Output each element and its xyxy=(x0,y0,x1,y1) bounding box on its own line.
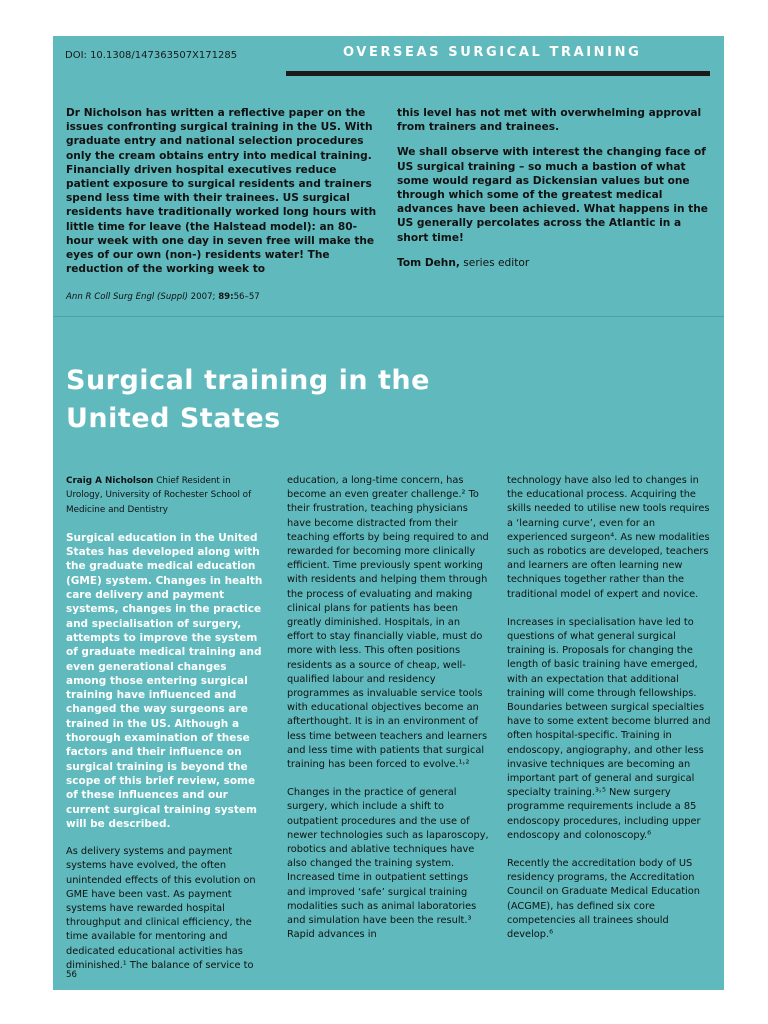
article-paragraph: technology have also led to changes in the educational process. Acquiring the skills needed to utilise new tools requires a ‘learning curve’, even for an experienced surgeon⁴. As new modalities such as robotics are developed, teachers and learners are often learning new techniques together rather than the traditional model of expert and novice. xyxy=(507,475,710,600)
citation-journal: Ann R Coll Surg Engl (Suppl) xyxy=(66,292,188,302)
section-title: OVERSEAS SURGICAL TRAINING xyxy=(343,45,642,60)
section-divider xyxy=(53,316,724,317)
author-affiliation: Chief Resident in Urology, University of Rochester School of Medicine and Dentistry xyxy=(66,476,252,515)
author-byline xyxy=(66,474,270,517)
citation-volume: 89: xyxy=(218,292,234,302)
page-number: 56 xyxy=(66,970,77,980)
article-paragraph: education, a long-time concern, has become an even greater challenge.² To their frustration, teaching physicians have become distracted from their teaching efforts by being required to and rewarded for becoming more clinically efficient. Time previously spent working with residents and helping them through the process of evaluating and making clinical plans for patients has been greatly diminished. Hospitals, in an effort to stay financially viable, must do more with less. This often positions residents as a source of cheap, well-qualified labour and residency programmes as invaluable service tools with educational objectives become an afterthought. It is in an environment of less time between teachers and learners and less time with patients that surgical training has been forced to evolve.¹˒² xyxy=(287,475,489,771)
editorial-paragraph: We shall observe with interest the changing face of US surgical training – so much a bastion of what some would regard as Dickensian values but one through which some of the greatest medical advances have been achieved. What happens in the US generally percolates across the Atlantic in a short time! xyxy=(397,146,708,244)
article-column-1 xyxy=(66,474,270,987)
article-paragraph: Increases in specialisation have led to questions of what general surgical training is. Proposals for changing the length of basic training have emerged, with an expectation that additional training will come through fellowships. Boundaries between surgical specialties have to some extent become blurred and often hospital-specific. Training in endoscopy, angiography, and other less invasive techniques are becoming an important part of general and surgical specialty training.³˒⁵ New surgery programme requirements include a 85 endoscopy procedures, including upper endoscopy and colonoscopy.⁶ xyxy=(507,616,711,841)
article-title-line: Surgical training in the xyxy=(66,365,430,396)
article-column-3 xyxy=(507,474,711,956)
article-paragraph: As delivery systems and payment systems have evolved, the often unintended effects of this evolution on GME have been vast. As payment systems have rewarded hospital throughput and clinical efficiency, the time available for mentoring and dedicated educational activities has diminished.¹ The balance of service to xyxy=(66,846,256,971)
article-column-2 xyxy=(287,474,489,957)
citation xyxy=(66,292,260,302)
editorial-signature xyxy=(397,256,712,270)
citation-year: 2007; xyxy=(187,292,219,302)
signature-name: Tom Dehn, xyxy=(397,256,460,269)
author-name: Craig A Nicholson xyxy=(66,476,154,486)
citation-pages: 56–57 xyxy=(233,292,260,302)
article-title xyxy=(66,362,430,438)
editorial-left-column xyxy=(66,106,381,287)
article-title-line: United States xyxy=(66,403,281,434)
editorial-paragraph: Dr Nicholson has written a reflective paper on the issues confronting surgical training in the US. With graduate entry and national selection procedures only the cream obtains entry into medical training. Financially driven hospital executives reduce patient exposure to surgical residents and trainers spend less time with their trainees. US surgical residents have traditionally worked long hours with little time for leave (the Halstead model): an 80-hour week with one day in seven free will make the eyes of our own (non-) residents water! The reduction of the working week to xyxy=(66,107,377,276)
header-rule xyxy=(286,71,710,76)
editorial-paragraph: this level has not met with overwhelming approval from trainers and trainees. xyxy=(397,107,702,134)
article-lead: Surgical education in the United States has developed along with the graduate medical education (GME) system. Changes in health care delivery and payment systems, changes in the practice and specialisation of surgery, attempts to improve the system of graduate medical training and even generational changes among those entering surgical training have influenced and changed the way surgeons are trained in the US. Although a thorough examination of these factors and their influence on surgical training is beyond the scope of this brief review, some of these influences and our current surgical training system will be described. xyxy=(66,531,263,830)
signature-role: series editor xyxy=(459,256,530,269)
editorial-right-column xyxy=(397,106,712,281)
article-paragraph: Recently the accreditation body of US residency programs, the Accreditation Council on Graduate Medical Education (ACGME), has defined six core competencies all trainees should develop.⁶ xyxy=(507,858,700,941)
doi: DOI: 10.1308/147363507X171285 xyxy=(65,50,238,61)
journal-page xyxy=(53,36,724,990)
article-paragraph: Changes in the practice of general surgery, which include a shift to outpatient procedures and the use of newer technologies such as laparoscopy, robotics and ablative techniques have also changed the training system. Increased time in outpatient settings and improved ‘safe’ surgical training modalities such as animal laboratories and simulation have been the result.³ Rapid advances in xyxy=(287,787,489,941)
